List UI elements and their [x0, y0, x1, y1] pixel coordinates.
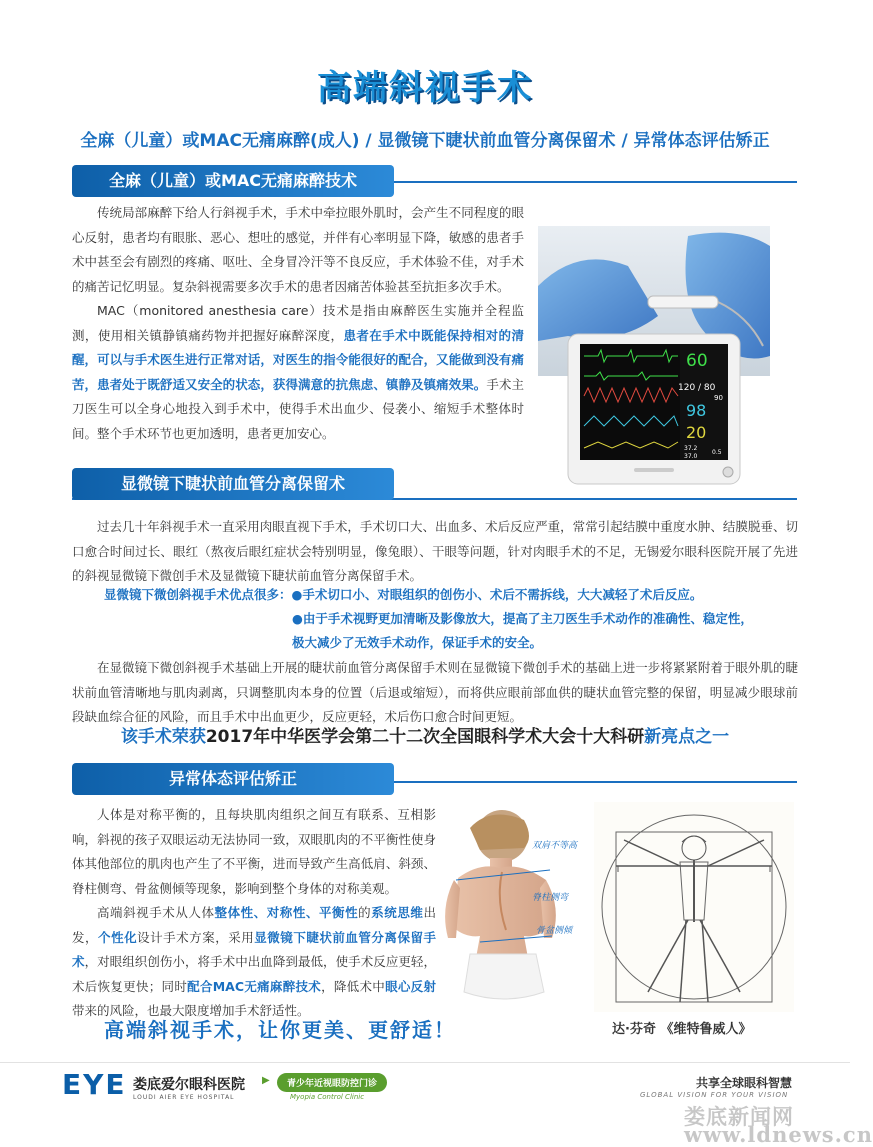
highlight-text: 个性化: [98, 929, 138, 945]
text-span: ，对眼组织创伤小，将手术中出血降到最低，使手术反应更轻，术后恢复更快；同时: [72, 954, 436, 994]
label-uneven-shoulders: 双肩不等高: [532, 841, 578, 851]
footer-tagline-en: GLOBAL VISION FOR YOUR VISION: [640, 1091, 789, 1099]
vitruvian-caption: 达·芬奇 《维特鲁威人》: [612, 1022, 752, 1037]
section-microscope-text: [72, 515, 798, 589]
heart-rate-value: 60: [686, 351, 708, 371]
vitruvian-man-image: [594, 802, 794, 1012]
respiration-value: 20: [686, 423, 707, 442]
text-span: 的: [358, 905, 372, 920]
footer-tagline: 共享全球眼科智慧: [696, 1076, 793, 1090]
paragraph: [72, 299, 524, 446]
award-text: 新亮点之一: [644, 727, 730, 747]
advantage-item: [104, 583, 804, 607]
advantage-bullet: ●手术切口小、对眼组织的创伤小、术后不需拆线，大大减轻了术后反应。: [291, 587, 703, 602]
slogan: 高端斜视手术，让你更美、更舒适！: [104, 1018, 456, 1042]
advantage-item: ●由于手术视野更加清晰及影像放大，提高了主刀医生手术动作的准确性、稳定性，: [292, 611, 753, 626]
highlight-text: 配合MAC无痛麻醉技术: [187, 978, 322, 994]
spo2-value: 98: [686, 401, 707, 420]
temperature-delta-value: 0.5: [712, 449, 722, 456]
text-span: MAC（monitored anesthesia care）技术是指由麻醉医生实施并全程监测，使用相关镇静镇痛药物并把握好麻醉深度，: [72, 303, 524, 343]
highlight-text: 眼心反射: [385, 978, 436, 994]
label-scoliosis: 脊柱侧弯: [532, 893, 569, 903]
temperature-2-value: 37.0: [684, 453, 698, 460]
highlight-text: 患者在手术中既能保持相对的清醒，可以与手术医生进行正常对话，对医生的指令能很好的配合，又能做到没有痛苦，患者处于既舒适又安全的状态，获得满意的抗焦虑、镇静及镇痛效果。: [72, 327, 524, 392]
award-statement: [0, 722, 850, 747]
advantage-item: 极大减少了无效手术动作，保证手术的安全。: [292, 635, 543, 650]
paragraph: 人体是对称平衡的，且每块肌肉组织之间互有联系、互相影响，斜视的孩子双眼运动无法协同一致，双眼肌肉的不平衡性使身体其他部位的肌肉也产生了不平衡，进而导致产生高低肩、斜颈、脊柱侧弯、骨盆侧倾等现象，影响到整个身体的对称美观。: [72, 807, 436, 896]
section-anesthesia-text: [72, 201, 524, 446]
paragraph: 过去几十年斜视手术一直采用肉眼直视下手术，手术切口大、出血多、术后反应严重，常常引起结膜中重度水肿、结膜脱垂、切口愈合时间过长、眼红（熬夜后眼红症状会特别明显，像兔眼）、干眼等问题，针对肉眼手术的不足，无锡爱尔眼科医院开展了先进的斜视显微镜下微创手术及显微镜下睫状前血管分离保留手术。: [72, 519, 798, 583]
section-microscope-text-2: [72, 656, 798, 730]
blood-pressure-value: 120 / 80: [678, 383, 716, 393]
paragraph: 传统局部麻醉下给人行斜视手术，手术中牵拉眼外肌时，会产生不同程度的眼心反射，患者均有眼胀、恶心、想吐的感觉，并伴有心率明显下降，敏感的患者手术中甚至会有剧烈的疼痛、呕吐、全身冒冷汗等不良反应，手术体验不佳，对手术的痛苦记忆明显。复杂斜视需要多次手术的患者因痛苦体验甚至抗拒多次手术。: [72, 205, 524, 294]
myopia-clinic-en: Myopia Control Clinic: [290, 1093, 365, 1101]
eye-logo: EYE: [62, 1068, 127, 1101]
myopia-clinic-badge: 青少年近视眼防控门诊: [277, 1073, 387, 1092]
text-span: 手术主刀医生可以全身心地投入到手术中，使得手术出血少、侵袭小、缩短手术整体时间。整个手术环节也更加透明，患者更加安心。: [72, 376, 524, 441]
text-span: 设计手术方案，采用: [137, 929, 255, 945]
temperature-1-value: 37.2: [684, 445, 698, 452]
section-heading-posture: 异常体态评估矫正: [72, 763, 394, 795]
text-span: ，降低术中: [321, 978, 386, 994]
paragraph: [72, 901, 436, 1024]
text-span: 高端斜视手术从人体: [97, 905, 215, 920]
label-pelvic-tilt: 骨盆侧倾: [536, 926, 573, 936]
highlight-text: 显微镜下睫状前血管分离保留手术: [72, 929, 436, 969]
text-span: 带来的风险，也最大限度增加手术舒适性。: [72, 1003, 310, 1018]
watermark: 娄底新闻网 www.ldnews.cn: [684, 1104, 873, 1147]
section-heading-anesthesia: 全麻（儿童）或MAC无痛麻醉技术: [72, 165, 394, 197]
paragraph: 在显微镜下微创斜视手术基础上开展的睫状前血管分离保留手术则在显微镜下微创手术的基础上进一步将紧紧附着于眼外肌的睫状前血管清晰地与肌肉剥离，只调整肌肉本身的位置（后退或缩短），而将供应眼前部血供的睫状血管完整的保留，明显减少眼球前段缺血综合征的风险，而且手术中出血更少，反应更轻，术后伤口愈合时间更短。: [72, 660, 798, 724]
award-name: 2017年中华医学会第二十二次全国眼科学术大会十大科研: [205, 727, 645, 747]
page-subtitle: 全麻（儿童）或MAC无痛麻醉(成人) / 显微镜下睫状前血管分离保留术 / 异常体态评估矫正: [80, 131, 770, 151]
arrow-icon: ▶: [262, 1075, 270, 1086]
anesthesia-monitor-photo: [538, 226, 770, 496]
monitor-illustration: [538, 226, 770, 496]
footer-divider: [0, 1062, 850, 1063]
advantages-list: [104, 583, 804, 655]
hospital-name-en: LOUDI AIER EYE HOSPITAL: [133, 1094, 235, 1101]
section-posture-text: [72, 803, 436, 1024]
section-heading-microscope: 显微镜下睫状前血管分离保留术: [72, 468, 394, 500]
blood-pressure-sub-value: 90: [714, 394, 723, 402]
award-text: 该手术荣获: [120, 727, 206, 747]
highlight-text: 整体性、对称性、平衡性: [214, 905, 359, 920]
advantages-label: 显微镜下微创斜视手术优点很多：: [104, 587, 292, 602]
page-title: 高端斜视手术: [317, 68, 533, 108]
vitruvian-illustration: [594, 802, 794, 1012]
hospital-name: 娄底爱尔眼科医院: [133, 1077, 245, 1093]
text-span: 出发，: [72, 905, 436, 945]
highlight-text: 系统思维: [371, 905, 424, 920]
